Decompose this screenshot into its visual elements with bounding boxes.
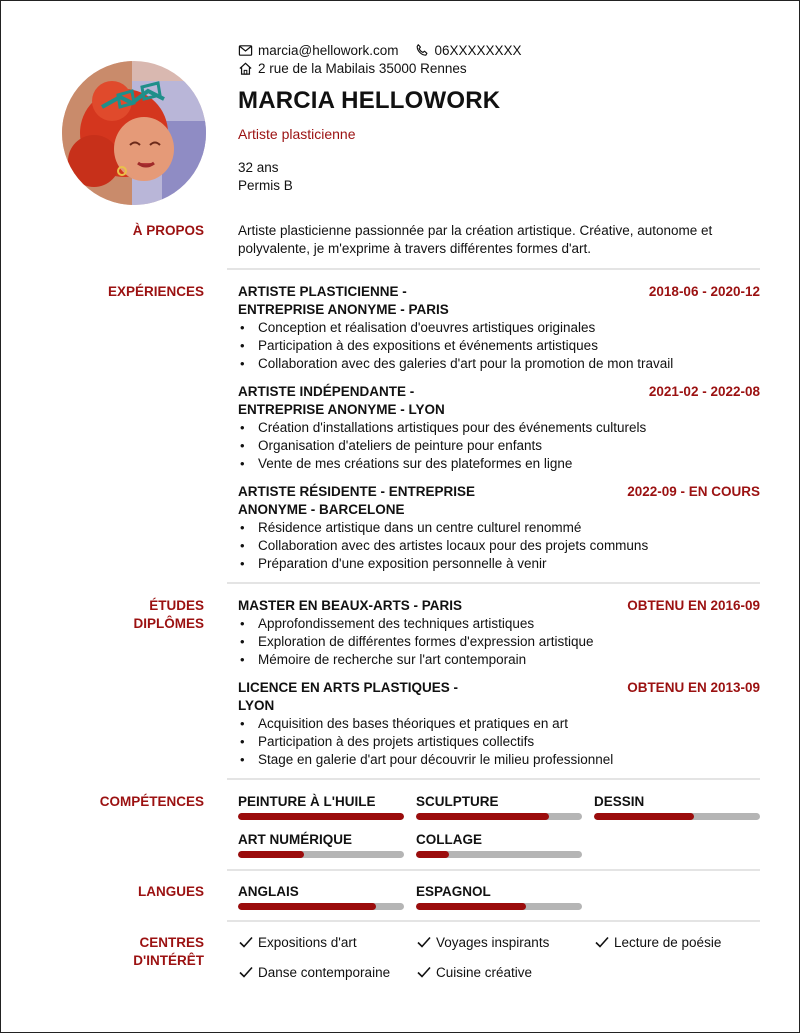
skill-name: SCULPTURE [416,794,499,809]
email-text: marcia@hellowork.com [258,43,399,58]
list-item: • Mémoire de recherche sur l'art contemporain [238,651,760,669]
education-entry [238,679,760,769]
skill-item [238,793,404,820]
experience-entry [238,383,760,473]
list-item: • Participation à des expositions et événements artistiques [238,337,760,355]
address-text: 2 rue de la Mabilais 35000 Rennes [258,61,467,76]
phone-icon [415,43,430,58]
skill-item [238,831,404,858]
divider [227,778,760,780]
check-icon [594,934,610,950]
interest-label: Voyages inspirants [436,934,550,950]
skill-item [416,831,582,858]
experience-entry [238,483,760,573]
experience-date: 2022-09 - EN COURS [627,484,760,499]
experience-bullets [238,519,760,573]
list-item: • Résidence artistique dans un centre culturel renommé [238,519,760,537]
skill-bar [238,813,404,820]
list-item: • Approfondissement des techniques artistiques [238,615,760,633]
interest-item [416,964,532,980]
section-label-languages: LANGUES [137,884,204,899]
experience-entry [238,283,760,373]
language-bar-fill [238,903,376,910]
list-item: • Collaboration avec des artistes locaux pour des projets communs [238,537,760,555]
phone-item[interactable] [415,43,522,58]
section-label-skills: COMPÉTENCES [99,794,204,809]
education-date: OBTENU EN 2016-09 [627,598,760,613]
check-icon [238,964,254,980]
language-name: ESPAGNOL [416,884,491,899]
experience-title: ARTISTE INDÉPENDANTE - ENTREPRISE ANONYME - LYON [238,384,445,417]
list-item: • Organisation d'ateliers de peinture pour enfants [238,437,760,455]
avatar-illustration [62,61,206,205]
candidate-name: MARCIA HELLOWORK [238,87,501,114]
experience-bullets [238,319,760,373]
skill-name: PEINTURE À L'HUILE [238,794,376,809]
divider [227,268,760,270]
education-title: MASTER EN BEAUX-ARTS - PARIS [238,598,463,613]
skill-bar-fill [416,851,449,858]
interest-label: Expositions d'art [258,934,357,950]
skill-name: COLLAGE [416,832,482,847]
check-icon [416,964,432,980]
list-item: • Conception et réalisation d'oeuvres artistiques originales [238,319,760,337]
language-item [416,883,582,910]
phone-text: 06XXXXXXXX [434,43,522,58]
skill-item [416,793,582,820]
divider [227,920,760,922]
education-date: OBTENU EN 2013-09 [627,680,760,695]
skill-name: DESSIN [594,794,645,809]
skill-bar-fill [238,813,404,820]
driving-license: Permis B [238,178,293,193]
interest-label: Cuisine créative [436,964,533,980]
skill-bar-fill [416,813,549,820]
education-bullets [238,715,760,769]
list-item: • Collaboration avec des galeries d'art pour la promotion de mon travail [238,355,760,373]
about-text: Artiste plasticienne passionnée par la création artistique. Créative, autonome et polyvalente, je m'exprime à travers différentes formes d'art. [238,223,713,256]
job-title: Artiste plasticienne [238,126,356,142]
language-bar [238,903,404,910]
skill-bar-fill [238,851,304,858]
skill-bar [238,851,404,858]
education-entry [238,597,760,669]
mail-icon [238,43,253,58]
address-row [238,61,467,76]
list-item: • Création d'installations artistiques pour des événements culturels [238,419,760,437]
experience-date: 2018-06 - 2020-12 [648,284,760,299]
interest-label: Lecture de poésie [614,934,722,950]
list-item: • Participation à des projets artistiques collectifs [238,733,760,751]
check-icon [238,934,254,950]
education-title: LICENCE EN ARTS PLASTIQUES - LYON [238,680,459,713]
section-label-interests: CENTRES D'INTÉRÊT [133,935,204,968]
interest-item [416,934,549,950]
home-icon [238,61,253,76]
skill-name: ART NUMÉRIQUE [238,832,352,847]
skill-item [594,793,760,820]
language-bar-fill [416,903,526,910]
list-item: • Acquisition des bases théoriques et pratiques en art [238,715,760,733]
language-item [238,883,404,910]
list-item: • Préparation d'une exposition personnelle à venir [238,555,760,573]
education-bullets [238,615,760,669]
interest-item [238,934,357,950]
email-item[interactable] [238,43,399,58]
age: 32 ans [238,160,279,175]
list-item: • Stage en galerie d'art pour découvrir le milieu professionnel [238,751,760,769]
language-bar [416,903,582,910]
experience-bullets [238,419,760,473]
experience-date: 2021-02 - 2022-08 [648,384,760,399]
skill-bar [416,851,582,858]
list-item: • Exploration de différentes formes d'expression artistique [238,633,760,651]
section-label-experiences: EXPÉRIENCES [107,284,204,299]
list-item: • Vente de mes créations sur des plateformes en ligne [238,455,760,473]
interest-item [594,934,721,950]
check-icon [416,934,432,950]
experience-title: ARTISTE RÉSIDENTE - ENTREPRISE ANONYME - BARCELONE [238,484,476,517]
divider [227,869,760,871]
skill-bar [594,813,760,820]
avatar [62,61,206,205]
divider [227,582,760,584]
language-name: ANGLAIS [238,884,299,899]
skill-bar [416,813,582,820]
section-label-education: ÉTUDES DIPLÔMES [133,598,204,631]
contact-row [238,43,538,58]
section-label-about: À PROPOS [132,223,204,238]
interest-label: Danse contemporaine [258,964,391,980]
experience-title: ARTISTE PLASTICIENNE - ENTREPRISE ANONYME - PARIS [238,284,449,317]
skill-bar-fill [594,813,694,820]
interest-item [238,964,390,980]
